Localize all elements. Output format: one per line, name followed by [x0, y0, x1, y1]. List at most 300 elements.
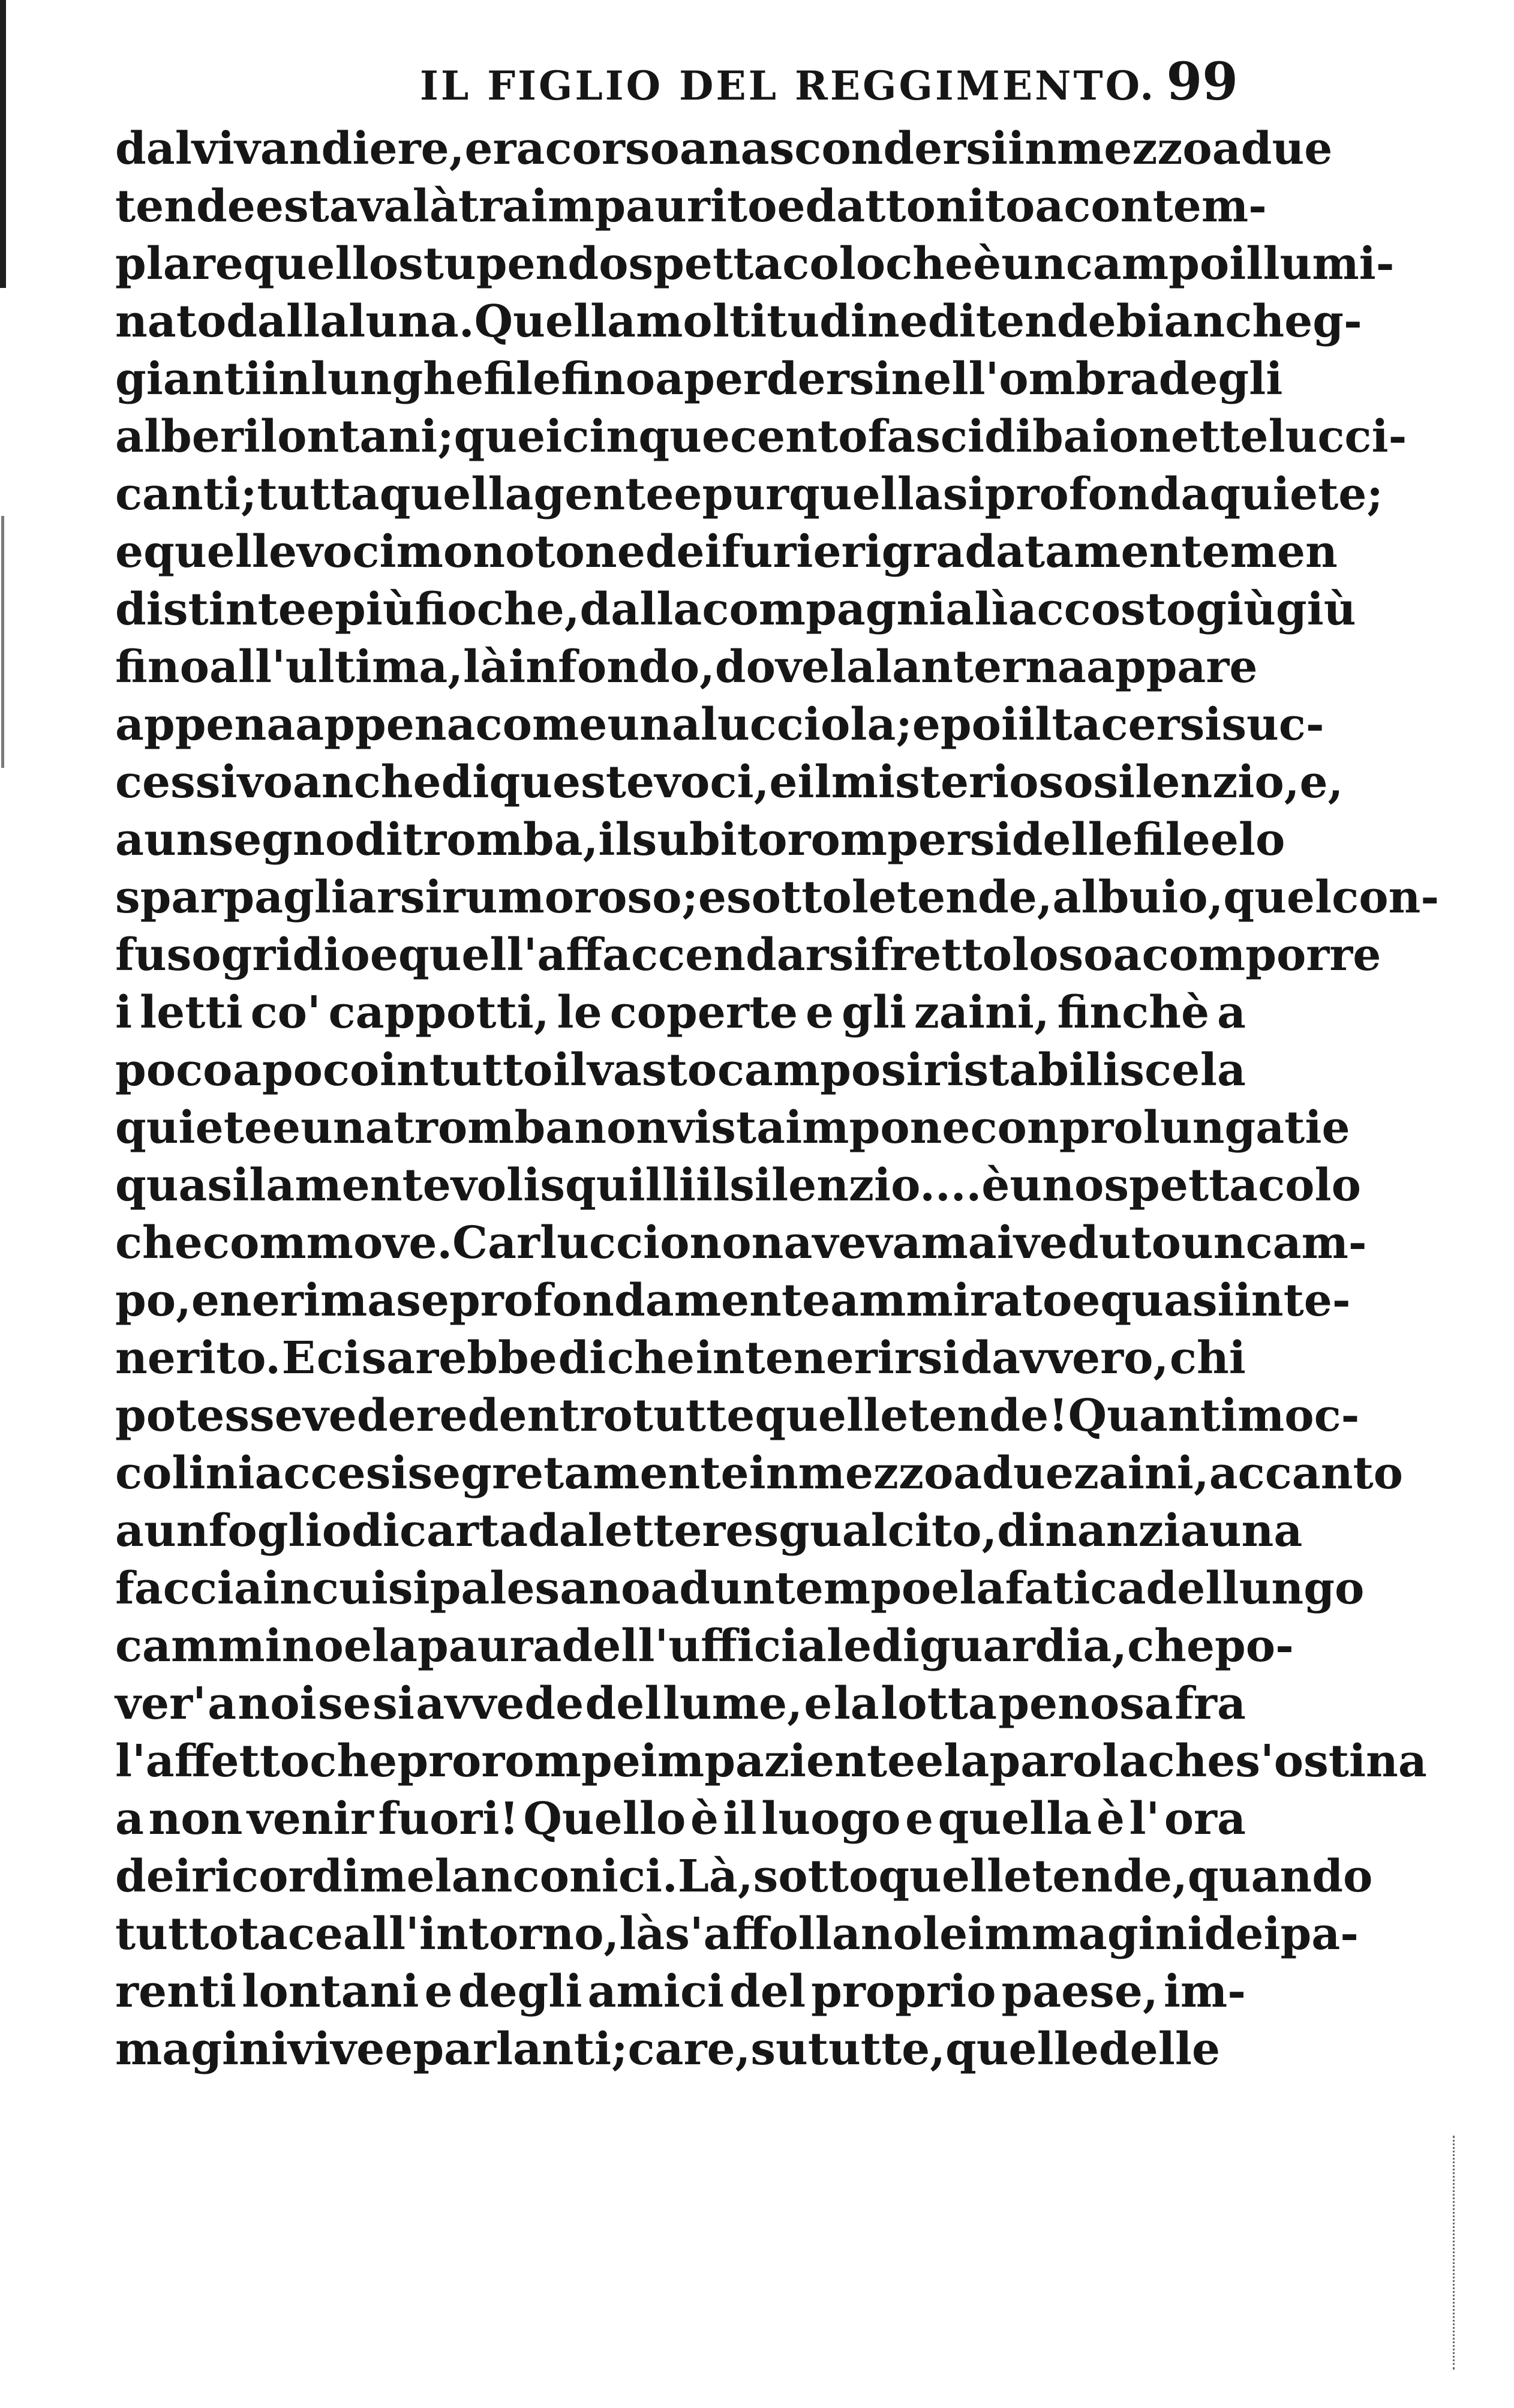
- text-line: [115, 1675, 1246, 1733]
- word: sotto: [726, 872, 852, 923]
- word: delle: [1011, 814, 1133, 866]
- word: un: [710, 1563, 775, 1614]
- word: l': [115, 1736, 146, 1787]
- word: lungo: [1222, 1563, 1365, 1614]
- word: letti: [140, 987, 243, 1038]
- word: ad: [650, 1563, 711, 1614]
- word: la: [830, 641, 876, 693]
- text-line: [115, 753, 1344, 811]
- text-line: [115, 869, 1440, 926]
- word: intenerirsi: [695, 1332, 960, 1384]
- word: gridio: [221, 929, 370, 981]
- word: e: [931, 1563, 960, 1614]
- word: tende!: [908, 1390, 1068, 1442]
- word: giù: [1275, 584, 1356, 635]
- word: nerito.: [115, 1332, 281, 1384]
- word: a: [655, 353, 684, 405]
- word: non: [574, 1102, 669, 1154]
- running-header: [127, 52, 1238, 118]
- word: spettacolo: [628, 238, 886, 290]
- word: lucciola;: [700, 699, 912, 750]
- word: vedere: [302, 1390, 468, 1442]
- text-line: [115, 2020, 1246, 2078]
- word: lì: [974, 584, 1008, 635]
- text-line: [115, 638, 1258, 696]
- word: il: [598, 814, 632, 866]
- word: alberi: [115, 411, 260, 463]
- text-line: [115, 581, 1356, 638]
- word: tutte,: [807, 2023, 945, 2075]
- word: di: [352, 1505, 399, 1557]
- word: quiete: [115, 1102, 272, 1154]
- word: quella: [789, 469, 943, 520]
- word: ombra: [999, 353, 1159, 405]
- word: illumi-: [1229, 238, 1395, 290]
- word: a: [115, 1793, 144, 1845]
- word: tutte: [632, 1390, 755, 1442]
- word: di: [355, 814, 403, 866]
- word: distinte: [115, 584, 307, 635]
- word: dal: [115, 123, 192, 175]
- word: dentro: [467, 1390, 633, 1442]
- word: con: [970, 1102, 1059, 1154]
- word: silenzio,: [1093, 756, 1300, 808]
- word: noi: [238, 1678, 317, 1730]
- word: lettere: [587, 1505, 754, 1557]
- word: Quanti: [1068, 1390, 1237, 1442]
- text-line: [115, 984, 1246, 1041]
- word: la: [959, 1563, 1005, 1614]
- word: mai: [921, 1217, 1014, 1269]
- word: lucci-: [1268, 411, 1407, 463]
- word: due: [982, 1448, 1074, 1499]
- body-text: [115, 120, 1440, 2078]
- text-line: [115, 1560, 1365, 1617]
- word: si: [373, 1678, 414, 1730]
- word: quell': [398, 929, 537, 981]
- word: una: [301, 1102, 394, 1154]
- word: lamentevoli: [249, 1160, 540, 1211]
- word: profondamente: [449, 1275, 831, 1326]
- word: comporre: [1141, 929, 1381, 981]
- text-line: [115, 293, 1362, 350]
- word: vive: [288, 2023, 385, 2075]
- word: e: [804, 1678, 833, 1730]
- word: nascondersi: [708, 123, 1008, 175]
- word: su: [750, 2023, 808, 2075]
- word: dove: [714, 641, 830, 693]
- word: tutto: [115, 1908, 239, 1960]
- word: fuori!: [378, 1793, 519, 1845]
- word: quelle: [143, 526, 298, 578]
- text-line: [115, 523, 1338, 581]
- word: campo: [717, 1044, 881, 1096]
- word: un: [1001, 238, 1066, 290]
- word: ammirato: [830, 1275, 1073, 1326]
- word: accesi: [254, 1448, 408, 1499]
- word: affollano: [703, 1908, 923, 1960]
- word: quella: [379, 469, 534, 520]
- word: al: [1052, 872, 1098, 923]
- word: un: [1181, 1217, 1246, 1269]
- word: la: [1200, 1044, 1246, 1096]
- word: s': [1235, 1736, 1274, 1787]
- word: venir: [247, 1793, 374, 1845]
- word: tende: [115, 181, 256, 232]
- word: avvede: [416, 1678, 584, 1730]
- word: gianti: [115, 353, 262, 405]
- word: in: [509, 641, 558, 693]
- scan-speckles: [1453, 2136, 1458, 2370]
- word: e: [1321, 1102, 1350, 1154]
- text-line: [115, 1387, 1360, 1445]
- word: dei: [1204, 1908, 1281, 1960]
- word: plare: [115, 238, 244, 290]
- text-line: [115, 1905, 1359, 1963]
- word: quello: [243, 238, 399, 290]
- word: penosa: [998, 1678, 1173, 1730]
- text-line: [115, 1099, 1350, 1157]
- word: co': [250, 987, 321, 1038]
- word: commove.: [202, 1217, 453, 1269]
- word: mezzo: [798, 1448, 954, 1499]
- word: tempo: [774, 1563, 932, 1614]
- word: tende,: [1032, 1851, 1188, 1902]
- word: appare: [1086, 641, 1258, 693]
- word: accanto: [1209, 1448, 1404, 1499]
- text-line: [115, 1329, 1246, 1387]
- word: luna.: [349, 296, 474, 347]
- word: la: [371, 1620, 418, 1672]
- word: amici: [587, 1966, 725, 2017]
- word: e: [769, 756, 798, 808]
- word: cinquecento: [562, 411, 868, 463]
- word: impone: [785, 1102, 971, 1154]
- word: cappotti,: [328, 987, 549, 1038]
- word: fondo,: [558, 641, 715, 693]
- word: là: [412, 181, 458, 232]
- word: suc-: [1221, 699, 1324, 750]
- word: ostina: [1273, 1736, 1427, 1787]
- word: un: [143, 814, 209, 866]
- word: cammino: [115, 1620, 344, 1672]
- word: men: [1230, 526, 1338, 578]
- text-line: [115, 1963, 1246, 2020]
- word: pur: [702, 469, 789, 520]
- word: e: [905, 1793, 934, 1845]
- word: moltitudine: [636, 296, 928, 347]
- word: le: [851, 872, 897, 923]
- text-line: [115, 1733, 1427, 1790]
- word: e: [306, 584, 335, 635]
- text-line: [115, 350, 1283, 408]
- word: giù: [1195, 584, 1276, 635]
- word: profonda: [984, 469, 1210, 520]
- word: tende,: [896, 872, 1053, 923]
- word: il: [797, 756, 831, 808]
- word: dell': [561, 1620, 669, 1672]
- text-line: [115, 178, 1267, 235]
- word: poco: [262, 1044, 380, 1096]
- word: rompersi: [787, 814, 1012, 866]
- word: ci: [316, 1332, 361, 1384]
- word: vivandiere,: [191, 123, 465, 175]
- word: tromba: [393, 1102, 575, 1154]
- word: queste: [489, 756, 655, 808]
- word: il: [696, 1160, 730, 1211]
- word: a: [233, 1044, 262, 1096]
- word: con-: [1332, 872, 1440, 923]
- word: fino: [561, 353, 656, 405]
- word: e: [343, 1620, 372, 1672]
- word: voci,: [654, 756, 770, 808]
- word: di: [558, 1332, 606, 1384]
- word: zaini,: [1073, 1448, 1209, 1499]
- word: renti: [115, 1966, 237, 2017]
- word: e: [255, 181, 284, 232]
- word: una: [607, 699, 701, 750]
- word: tra: [458, 181, 531, 232]
- word: quando: [1187, 1851, 1373, 1902]
- word: la: [944, 1736, 990, 1787]
- word: sparpagliarsi: [115, 872, 442, 923]
- word: fino: [115, 641, 209, 693]
- word: foglio: [208, 1505, 352, 1557]
- word: rumoroso;: [441, 872, 698, 923]
- word: monotone: [396, 526, 645, 578]
- word: po-: [1215, 1620, 1294, 1672]
- word: faccia: [115, 1563, 263, 1614]
- word: ultima,: [285, 641, 464, 693]
- word: furieri: [721, 526, 882, 578]
- word: melanconici.: [359, 1851, 678, 1902]
- word: appena: [295, 699, 476, 750]
- word: lotta: [881, 1678, 997, 1730]
- text-line: [115, 120, 1333, 178]
- word: ufficiale: [668, 1620, 872, 1672]
- word: file: [1133, 814, 1210, 866]
- word: care,: [627, 2023, 751, 2075]
- running-title: IL FIGLIO DEL REGGIMENTO.: [420, 62, 1156, 109]
- word: baionette: [1032, 411, 1269, 463]
- word: e: [698, 872, 726, 923]
- word: ne: [219, 1275, 280, 1326]
- word: rimase: [280, 1275, 449, 1326]
- word: e: [674, 469, 702, 520]
- word: stupendo: [398, 238, 629, 290]
- word: più: [334, 584, 415, 635]
- word: tacersi: [1052, 699, 1222, 750]
- word: chi: [1169, 1332, 1246, 1384]
- word: dei: [645, 526, 722, 578]
- word: campo: [1065, 238, 1230, 290]
- word: a: [953, 1448, 983, 1499]
- word: degli: [458, 1966, 582, 2017]
- word: e: [370, 929, 398, 981]
- word: e: [806, 987, 834, 1038]
- word: dinanzi: [997, 1505, 1180, 1557]
- word: canti;: [115, 469, 257, 520]
- word: l': [1129, 1793, 1160, 1845]
- word: quasi: [1100, 1275, 1234, 1326]
- word: di: [441, 756, 489, 808]
- word: tutta: [257, 469, 380, 520]
- word: degli: [1158, 353, 1283, 405]
- word: è: [1096, 1793, 1125, 1845]
- word: di: [927, 296, 976, 347]
- word: quasi: [115, 1160, 250, 1211]
- word: che: [885, 238, 974, 290]
- word: s': [665, 1908, 704, 1960]
- word: guardia,: [920, 1620, 1128, 1672]
- word: Là,: [677, 1851, 753, 1902]
- word: impaurito: [530, 181, 777, 232]
- word: se: [318, 1678, 371, 1730]
- word: è: [981, 1160, 1010, 1211]
- word: misterioso: [831, 756, 1094, 808]
- word: lontani: [242, 1966, 419, 2017]
- word: ristabilisce: [923, 1044, 1200, 1096]
- word: mezzo: [1056, 123, 1212, 175]
- text-line: [115, 235, 1395, 293]
- word: nato: [115, 296, 227, 347]
- word: colini: [115, 1448, 255, 1499]
- word: segretamente: [407, 1448, 749, 1499]
- word: due: [1240, 123, 1333, 175]
- word: e: [272, 1102, 301, 1154]
- word: che: [115, 1217, 203, 1269]
- word: dalla: [226, 296, 349, 347]
- word: cui: [311, 1563, 388, 1614]
- word: e: [191, 1275, 220, 1326]
- word: Quella: [474, 296, 636, 347]
- word: a: [1113, 929, 1142, 981]
- word: la: [833, 1678, 879, 1730]
- word: corso: [545, 123, 680, 175]
- word: stava: [283, 181, 413, 232]
- word: magini: [115, 2023, 289, 2075]
- word: e: [1210, 814, 1239, 866]
- word: il: [723, 1793, 757, 1845]
- word: gradatamente: [881, 526, 1230, 578]
- word: gente: [533, 469, 674, 520]
- word: coperte: [609, 987, 798, 1038]
- word: e: [384, 2023, 413, 2075]
- word: il: [553, 1044, 587, 1096]
- word: e: [1072, 1275, 1101, 1326]
- text-line: [115, 1041, 1246, 1099]
- text-line: [115, 811, 1285, 869]
- word: quella: [938, 1793, 1092, 1845]
- word: a: [208, 1678, 237, 1730]
- word: dei: [115, 1851, 191, 1902]
- word: contem-: [1064, 181, 1267, 232]
- word: E: [281, 1332, 316, 1384]
- word: e: [424, 1966, 453, 2017]
- word: perdersi: [684, 353, 891, 405]
- word: parola: [989, 1736, 1148, 1787]
- scan-edge-shadow: [1, 516, 4, 768]
- word: vasto: [587, 1044, 717, 1096]
- word: fioche,: [414, 584, 580, 635]
- word: lunghe: [310, 353, 484, 405]
- word: attonito: [836, 181, 1035, 232]
- word: gli: [842, 987, 906, 1038]
- word: impaziente: [640, 1736, 916, 1787]
- word: di: [984, 411, 1032, 463]
- word: lanterna: [875, 641, 1086, 693]
- text-line: [115, 1445, 1404, 1502]
- word: intorno,: [419, 1908, 620, 1960]
- word: carta: [399, 1505, 528, 1557]
- word: poi: [940, 699, 1019, 750]
- word: e: [912, 699, 941, 750]
- word: potesse: [115, 1390, 303, 1442]
- word: cessivo: [115, 756, 293, 808]
- word: che: [607, 1332, 695, 1384]
- word: là: [619, 1908, 665, 1960]
- word: ricordi: [191, 1851, 360, 1902]
- word: po,: [115, 1275, 191, 1326]
- word: quelle: [878, 1851, 1032, 1902]
- word: non: [689, 1217, 784, 1269]
- scan-edge-mark: [0, 0, 6, 288]
- word: paura: [417, 1620, 562, 1672]
- word: era: [464, 123, 545, 175]
- word: il: [1018, 699, 1052, 750]
- word: del: [729, 1966, 806, 2017]
- word: là: [463, 641, 509, 693]
- word: che: [1127, 1620, 1215, 1672]
- word: a: [1180, 1505, 1209, 1557]
- word: fatica: [1005, 1563, 1146, 1614]
- word: delle: [1098, 2023, 1221, 2075]
- word: nell': [891, 353, 999, 405]
- word: lo: [1238, 814, 1285, 866]
- word: all': [209, 641, 286, 693]
- word: a: [1216, 987, 1246, 1038]
- word: palesano: [429, 1563, 651, 1614]
- word: squilli: [540, 1160, 696, 1211]
- word: poco: [115, 1044, 233, 1096]
- word: lontani;: [260, 411, 454, 463]
- text-line: [115, 1790, 1246, 1848]
- word: tace: [238, 1908, 343, 1960]
- word: fra: [1174, 1678, 1246, 1730]
- word: accosto: [1008, 584, 1196, 635]
- word: im-: [1163, 1966, 1246, 2017]
- word: a: [115, 1505, 144, 1557]
- word: frettoloso: [870, 929, 1113, 981]
- word: di: [872, 1620, 920, 1672]
- word: si: [942, 469, 985, 520]
- word: e: [915, 1736, 944, 1787]
- word: in: [749, 1448, 798, 1499]
- word: in: [380, 1044, 429, 1096]
- word: in: [261, 353, 311, 405]
- word: che: [310, 1736, 398, 1787]
- word: una: [1209, 1505, 1303, 1557]
- word: vista: [668, 1102, 786, 1154]
- text-line: [115, 1214, 1367, 1272]
- word: che: [1147, 1736, 1236, 1787]
- word: ora: [1164, 1793, 1246, 1845]
- word: sgualcito,: [753, 1505, 998, 1557]
- word: fuso: [115, 929, 221, 981]
- word: quei: [453, 411, 563, 463]
- word: buio,: [1098, 872, 1224, 923]
- text-line: [115, 1502, 1303, 1560]
